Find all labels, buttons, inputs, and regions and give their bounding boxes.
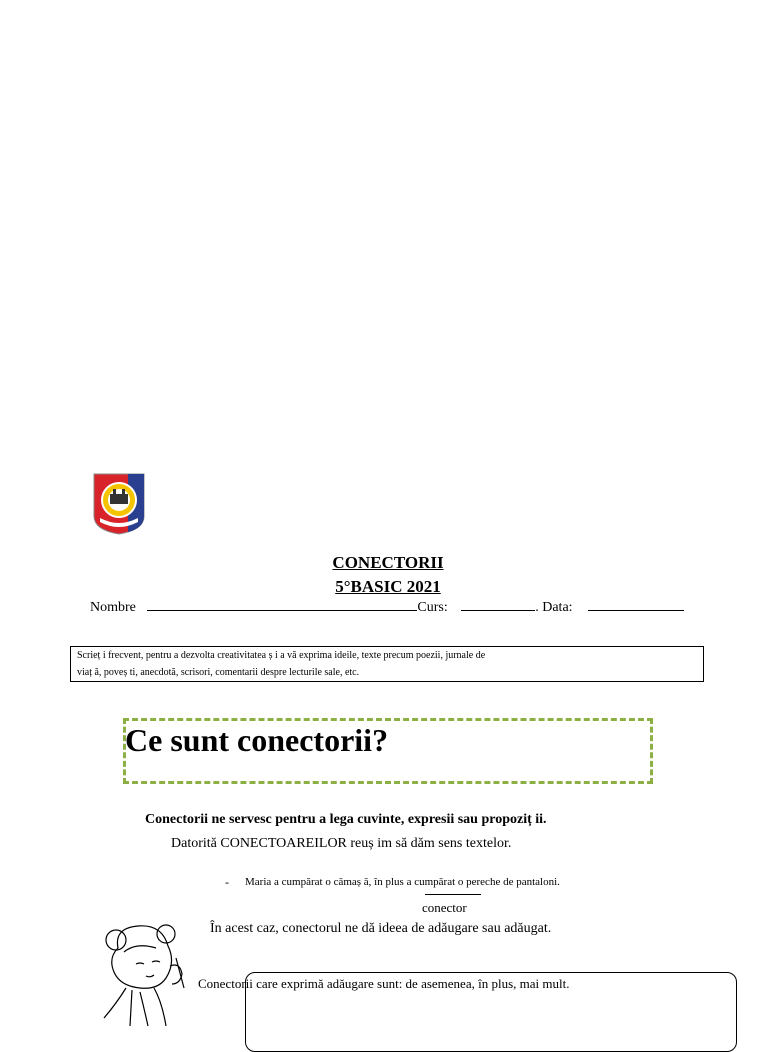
addition-connectors-text: Conectorii care exprimă adăugare sunt: de asemenea, în plus, mai mult. [198, 976, 570, 991]
section-heading: Ce sunt conectorii? [125, 722, 389, 758]
example-dash: - [225, 875, 229, 889]
tip-line-2: viaț ă, poveș ti, anecdotă, scrisori, comentarii despre lecturile sale, etc. [77, 667, 360, 678]
tip-line-1: Scrieț i frecvent, pentru a dezvolta creativitatea ș i a vă exprima ideile, texte precum poezii, jurnale de [77, 650, 486, 661]
example-sentence: Maria a cumpărat o cămaș ă, în plus a cumpărat o pereche de pantaloni. [245, 876, 560, 888]
connector-label: conector [422, 900, 467, 915]
curs-label: Curs: [417, 600, 448, 615]
case-explanation: În acest caz, conectorul ne dă ideea de adăugare sau adăugat. [210, 921, 552, 936]
document-subtitle: 5°BASIC 2021 [335, 577, 441, 596]
school-logo [92, 472, 146, 536]
girl-illustration [96, 918, 200, 1028]
connector-underline [425, 894, 481, 895]
tip-box [70, 646, 704, 682]
curs-blank[interactable] [461, 596, 535, 611]
data-blank[interactable] [588, 596, 684, 611]
document-title: CONECTORII [332, 553, 444, 572]
data-label: . Data: [535, 600, 573, 615]
student-info-line [90, 596, 700, 616]
nombre-label: Nombre [90, 600, 136, 615]
nombre-blank[interactable] [147, 596, 417, 611]
definition-bold: Conectorii ne servesc pentru a lega cuvinte, expresii sau propoziț ii. [145, 812, 547, 827]
definition-plain: Datorită CONECTOAREILOR reuș im să dăm sens textelor. [171, 836, 512, 851]
